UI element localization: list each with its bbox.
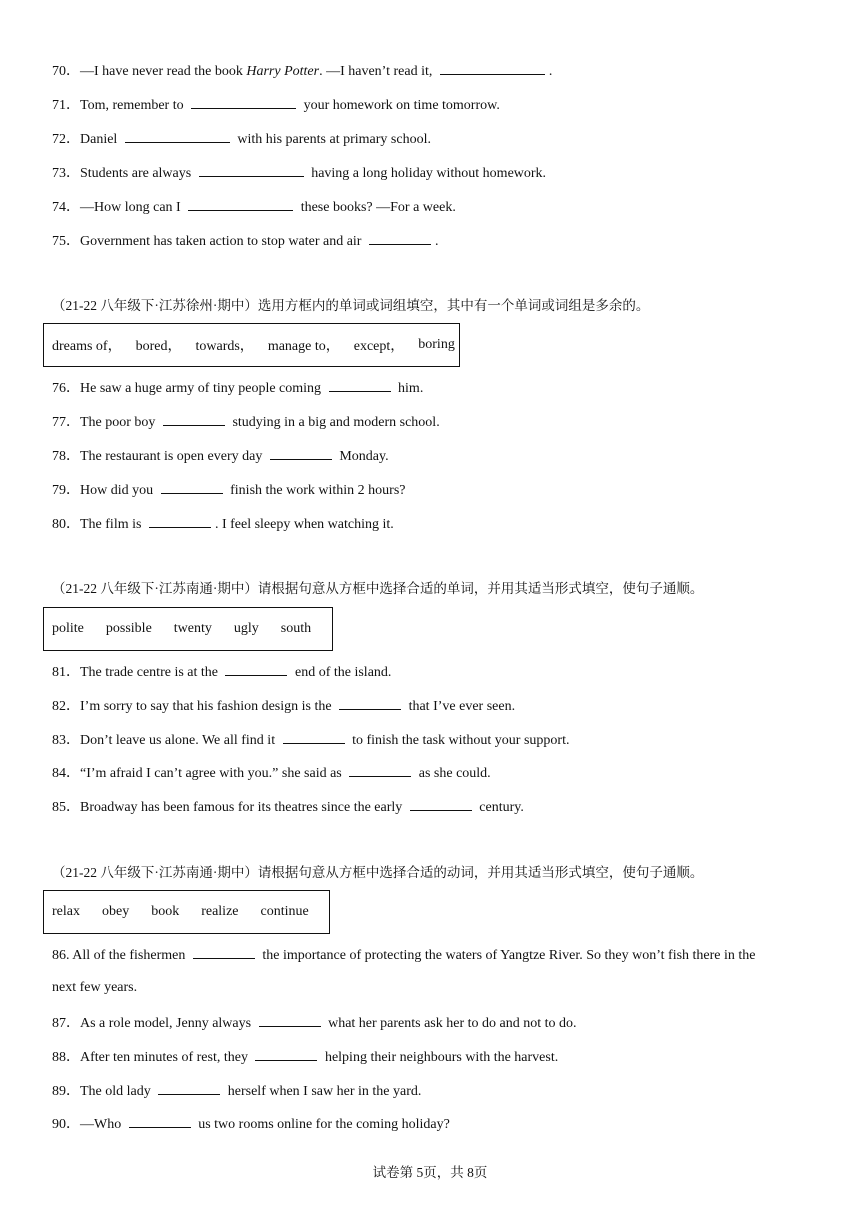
question-88: 88．After ten minutes of rest, they helping their neighbours with the harvest.	[52, 1047, 558, 1067]
answer-blank[interactable]	[149, 514, 211, 528]
answer-blank[interactable]	[191, 95, 296, 109]
answer-blank[interactable]	[440, 61, 545, 75]
answer-blank[interactable]	[339, 696, 401, 710]
answer-blank[interactable]	[369, 231, 431, 245]
answer-blank[interactable]	[161, 480, 223, 494]
question-82: 82．I’m sorry to say that his fashion design is the that I’ve ever seen.	[52, 696, 515, 716]
word-box-1: dreams of， bored， towards， manage to， except， boring	[43, 323, 460, 367]
question-83: 83．Don’t leave us alone. We all find it to finish the task without your support.	[52, 730, 569, 750]
question-87: 87．As a role model, Jenny always what her parents ask her to do and not to do.	[52, 1013, 577, 1033]
question-86-continued: next few years.	[52, 980, 138, 995]
question-76: 76．He saw a huge army of tiny people coming him.	[52, 378, 423, 398]
question-89: 89．The old lady herself when I saw her in the yard.	[52, 1081, 421, 1101]
word-box-3: relax obey book realize continue	[43, 890, 330, 934]
answer-blank[interactable]	[259, 1013, 321, 1027]
answer-blank[interactable]	[193, 945, 255, 959]
question-78: 78．The restaurant is open every day Monday.	[52, 446, 389, 466]
answer-blank[interactable]	[163, 412, 225, 426]
question-70: 70．—I have never read the book Harry Potter. —I haven’t read it, .	[52, 61, 552, 81]
question-84: 84．“I’m afraid I can’t agree with you.” she said as as she could.	[52, 763, 491, 783]
answer-blank[interactable]	[255, 1047, 317, 1061]
answer-blank[interactable]	[283, 730, 345, 744]
answer-blank[interactable]	[349, 763, 411, 777]
question-74: 74．—How long can I these books? —For a week.	[52, 197, 456, 217]
question-86: 86. All of the fishermen the importance of protecting the waters of Yangtze River. So they won’t fish there in the	[52, 945, 756, 965]
section-heading-3: （21-22 八年级下·江苏南通·期中）请根据句意从方框中选择合适的动词，并用其适当形式填空，使句子通顺。	[52, 865, 704, 880]
question-77: 77．The poor boy studying in a big and modern school.	[52, 412, 440, 432]
question-85: 85．Broadway has been famous for its theatres since the early century.	[52, 797, 524, 817]
answer-blank[interactable]	[188, 197, 293, 211]
answer-blank[interactable]	[158, 1081, 220, 1095]
answer-blank[interactable]	[129, 1114, 191, 1128]
page-footer: 试卷第 5页，共 8页	[372, 1165, 488, 1180]
question-72: 72．Daniel with his parents at primary school.	[52, 129, 431, 149]
word-box-2: polite possible twenty ugly south	[43, 607, 333, 651]
question-75: 75．Government has taken action to stop water and air .	[52, 231, 438, 251]
section-heading-2: （21-22 八年级下·江苏南通·期中）请根据句意从方框中选择合适的单词，并用其适当形式填空，使句子通顺。	[52, 581, 704, 596]
answer-blank[interactable]	[225, 662, 287, 676]
answer-blank[interactable]	[410, 797, 472, 811]
answer-blank[interactable]	[199, 163, 304, 177]
answer-blank[interactable]	[329, 378, 391, 392]
answer-blank[interactable]	[125, 129, 230, 143]
section-heading-1: （21-22 八年级下·江苏徐州·期中）选用方框内的单词或词组填空，其中有一个单词或词组是多余的。	[52, 298, 650, 313]
book-title: Harry Potter	[246, 64, 320, 79]
question-79: 79．How did you finish the work within 2 hours?	[52, 480, 406, 500]
question-90: 90．—Who us two rooms online for the coming holiday?	[52, 1114, 450, 1134]
question-81: 81．The trade centre is at the end of the island.	[52, 662, 391, 682]
question-80: 80．The film is . I feel sleepy when watching it.	[52, 514, 394, 534]
question-71: 71．Tom, remember to your homework on time tomorrow.	[52, 95, 500, 115]
question-73: 73．Students are always having a long holiday without homework.	[52, 163, 546, 183]
answer-blank[interactable]	[270, 446, 332, 460]
